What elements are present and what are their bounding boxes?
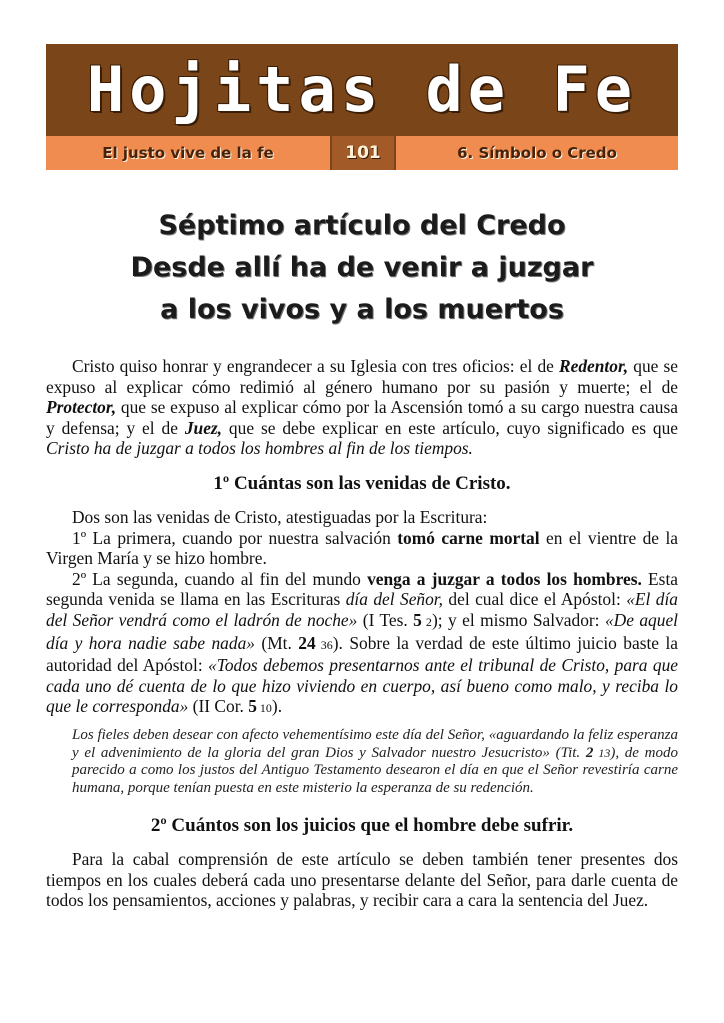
masthead bbox=[46, 44, 678, 170]
series-label: 6. Símbolo o Credo bbox=[396, 136, 678, 170]
section-2-title: 2º Cuántos son los juicios que el hombre debe sufrir. bbox=[150, 815, 574, 837]
article-heading bbox=[46, 205, 678, 331]
section-2-paragraph-1: Para la cabal comprensión de este artículo se deben también tener presentes dos tiempos en los cuales deberá cada uno presentarse delante del Señor, para darle cuenta de todos los pensamientos, acciones y palabras, y recibir cara a cara la sentencia del Juez. bbox=[46, 849, 678, 911]
section-1-paragraph-3: 2º La segunda, cuando al fin del mundo venga a juzgar a todos los hombres. Esta segunda venida se llama en las Escrituras día del Señor, del cual dice el Apóstol: «El día del Señor vendrá como el ladrón de noche» (I Tes. 5 2); y el mismo Salvador: «De aquel día y hora nadie sabe nada» (Mt. 24 36). Sobre la verdad de este último juicio baste la autoridad del Apóstol: «Todos debemos presentarnos ante el tribunal de Cristo, para que cada uno dé cuenta de lo que hizo viviendo en cuerpo, así bueno como malo, y reciba lo que le corresponda» (II Cor. 5 10). bbox=[46, 568, 678, 717]
footnote-note: Los fieles deben desear con afecto vehementísimo este día del Señor, «aguardando la feliz esperanza y el advenimiento de la gloria del gran Dios y Salvador nuestro Jesucristo» (Tit. 2 13), de modo parecido a como los justos del Antiguo Testamento desearon el día en que el Señor revestiría carne humana, porque tenían puesta en este misterio la esperanza de su redención. bbox=[72, 726, 679, 796]
heading-line-1: Séptimo artículo del Credo bbox=[158, 210, 566, 241]
intro-paragraph: Cristo quiso honrar y engrandecer a su Iglesia con tres oficios: el de Redentor, que se expuso al explicar cómo redimió al género humano por su pasión y muerte; el de Protector, que se expuso al explicar cómo por la Ascensión tomó a su cargo nuestra causa y defensa; y el de Juez, que se debe explicar en este artículo, cuyo significado es que Cristo ha de juzgar a todos los hombres al fin de los tiempos. bbox=[46, 356, 679, 459]
section-1-title: 1º Cuántas son las venidas de Cristo. bbox=[213, 472, 511, 494]
masthead-bar bbox=[46, 136, 678, 170]
publication-title: Hojitas de Fe bbox=[86, 53, 638, 126]
heading-line-2: Desde allí ha de venir a juzgar bbox=[130, 252, 594, 283]
heading-line-3: a los vivos y a los muertos bbox=[160, 294, 564, 325]
motto: El justo vive de la fe bbox=[46, 136, 330, 170]
issue-number: 101 bbox=[332, 136, 394, 170]
article-body bbox=[46, 356, 678, 911]
section-1-paragraph-1: Dos son las venidas de Cristo, atestiguadas por la Escritura: bbox=[72, 506, 488, 527]
section-1-paragraph-2: 1º La primera, cuando por nuestra salvación tomó carne mortal en el vientre de la Virgen María y se hizo hombre. bbox=[46, 527, 679, 569]
